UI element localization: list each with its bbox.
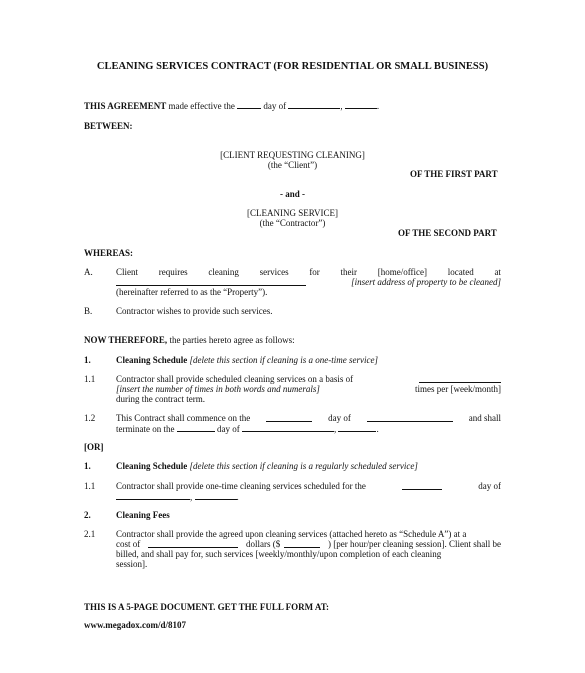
year-blank[interactable] bbox=[345, 100, 380, 111]
recital-word: services bbox=[259, 267, 289, 277]
section-1-alt-number: 1. bbox=[84, 461, 91, 471]
second-part-label: OF THE SECOND PART bbox=[398, 228, 497, 238]
clause-2-1-text: Contractor shall provide the agreed upon cleaning services (attached hereto as “Schedule A”) at a bbox=[116, 529, 467, 539]
now-therefore-line bbox=[84, 335, 295, 346]
now-therefore-text: the parties hereto agree as follows: bbox=[169, 335, 295, 345]
clause-2-1-per: ) [per hour/per cleaning session]. Client shall be bbox=[328, 539, 501, 549]
clause-2-1-line1 bbox=[116, 529, 501, 540]
clause-1-2-line1 bbox=[116, 413, 501, 424]
commence-date-blank[interactable] bbox=[367, 413, 453, 422]
whereas-label: WHEREAS: bbox=[84, 248, 134, 258]
clause-1-2-number: 1.2 bbox=[84, 413, 96, 423]
address-blank[interactable] bbox=[116, 277, 306, 286]
recital-word: at bbox=[494, 267, 501, 277]
recital-word: requires bbox=[158, 267, 188, 277]
frequency-instruction: [insert the number of times in both words and numerals] bbox=[116, 384, 320, 394]
clause-1-2-text-e: day of bbox=[216, 424, 240, 434]
clause-1-1-alt-line2: , . bbox=[116, 491, 239, 503]
frequency-blank[interactable] bbox=[419, 374, 501, 383]
clause-1-2-text-b: day of bbox=[328, 413, 351, 423]
terminate-day-blank[interactable] bbox=[177, 423, 215, 432]
clause-1-2-line2: terminate on the day of , . bbox=[116, 424, 379, 434]
clause-1-2-text-d: terminate on the bbox=[116, 424, 175, 434]
document-title: CLEANING SERVICES CONTRACT (FOR RESIDENTIAL OR SMALL BUSINESS) bbox=[96, 61, 489, 72]
clause-1-1-text: Contractor shall provide scheduled cleaning services on a basis of bbox=[116, 374, 354, 384]
client-alias: (the “Client”) bbox=[267, 160, 318, 170]
footer-notice: THIS IS A 5-PAGE DOCUMENT. GET THE FULL FORM AT: bbox=[84, 602, 330, 612]
month-blank[interactable] bbox=[288, 100, 340, 109]
section-2-heading: Cleaning Fees bbox=[116, 510, 170, 520]
recital-a-line1 bbox=[116, 267, 501, 278]
section-1-heading-line bbox=[116, 355, 378, 366]
now-therefore-lead: NOW THEREFORE, bbox=[84, 335, 168, 345]
recital-word: located bbox=[447, 267, 474, 277]
section-2-number: 2. bbox=[84, 510, 91, 520]
section-1-note: [delete this section if cleaning is a one-time service] bbox=[189, 355, 378, 365]
clause-1-1-alt-end: day of bbox=[478, 481, 501, 491]
recital-a-line3: (hereinafter referred to as the “Property”). bbox=[116, 287, 268, 297]
address-instruction: [insert address of property to be cleaned] bbox=[351, 277, 501, 287]
agreement-text: made effective the bbox=[168, 101, 235, 111]
recital-a-number: A. bbox=[84, 267, 93, 277]
clause-1-1-alt-number: 1.1 bbox=[84, 481, 96, 491]
agreement-period: . bbox=[376, 101, 380, 111]
recital-b-text: Contractor wishes to provide such services. bbox=[116, 306, 273, 316]
one-time-day-blank[interactable] bbox=[402, 481, 442, 490]
agreement-lead: THIS AGREEMENT bbox=[84, 101, 167, 111]
clause-1-1-period: times per [week/month] bbox=[415, 384, 501, 394]
commence-day-blank[interactable] bbox=[266, 413, 312, 422]
section-1-alt-heading: Cleaning Schedule bbox=[116, 461, 188, 471]
recital-word: [home/office] bbox=[377, 267, 428, 277]
recital-word: Client bbox=[116, 267, 138, 277]
clause-1-1-alt-line1 bbox=[116, 481, 501, 492]
clause-2-1-number: 2.1 bbox=[84, 529, 96, 539]
recital-b-number: B. bbox=[84, 306, 93, 316]
client-name: [CLIENT REQUESTING CLEANING] bbox=[220, 150, 365, 160]
clause-2-1-line4: session]. bbox=[116, 559, 148, 569]
and-separator: - and - bbox=[279, 189, 305, 199]
terminate-year-blank[interactable] bbox=[338, 423, 376, 432]
terminate-month-blank[interactable] bbox=[242, 423, 334, 432]
section-1-alt-heading-line bbox=[116, 461, 418, 472]
clause-1-2-text-c: and shall bbox=[468, 413, 501, 423]
first-part-label: OF THE FIRST PART bbox=[410, 169, 498, 179]
clause-1-1-line3: during the contract term. bbox=[116, 394, 205, 404]
or-separator: [OR] bbox=[84, 442, 104, 452]
clause-2-1-dollars: dollars ($ bbox=[246, 539, 281, 549]
clause-1-1-line2 bbox=[116, 384, 501, 395]
clause-2-1-billing: billed, and shall pay for, such services [weekly/monthly/upon completion of each cleaning bbox=[116, 549, 442, 559]
recital-a-line2 bbox=[116, 277, 501, 288]
recital-word: their bbox=[340, 267, 358, 277]
clause-2-1-cost-of: cost of bbox=[116, 539, 141, 549]
one-time-year-blank[interactable] bbox=[195, 491, 237, 500]
agreement-line: THIS AGREEMENT made effective the day of , . bbox=[84, 101, 380, 111]
section-1-number: 1. bbox=[84, 355, 91, 365]
agreement-day-of: day of bbox=[263, 101, 287, 111]
cost-words-blank[interactable] bbox=[148, 539, 238, 548]
section-1-heading: Cleaning Schedule bbox=[116, 355, 188, 365]
day-blank[interactable] bbox=[237, 100, 261, 109]
footer-url[interactable]: www.megadox.com/d/8107 bbox=[84, 620, 186, 630]
recital-word: for bbox=[309, 267, 320, 277]
clause-1-2-text-a: This Contract shall commence on the bbox=[116, 413, 251, 423]
clause-2-1-line3 bbox=[116, 549, 501, 560]
clause-2-1-line2 bbox=[116, 539, 501, 550]
contractor-name: [CLEANING SERVICE] bbox=[246, 208, 339, 218]
clause-1-1-number: 1.1 bbox=[84, 374, 96, 384]
one-time-month-blank[interactable] bbox=[116, 491, 190, 500]
clause-1-1-alt-text: Contractor shall provide one-time cleaning services scheduled for the bbox=[116, 481, 366, 491]
contractor-alias: (the “Contractor”) bbox=[259, 218, 326, 228]
between-label: BETWEEN: bbox=[84, 121, 133, 131]
cost-amount-blank[interactable] bbox=[284, 539, 320, 548]
section-1-alt-note: [delete this section if cleaning is a regularly scheduled service] bbox=[189, 461, 418, 471]
recital-word: cleaning bbox=[208, 267, 239, 277]
clause-1-1-line1 bbox=[116, 374, 501, 385]
